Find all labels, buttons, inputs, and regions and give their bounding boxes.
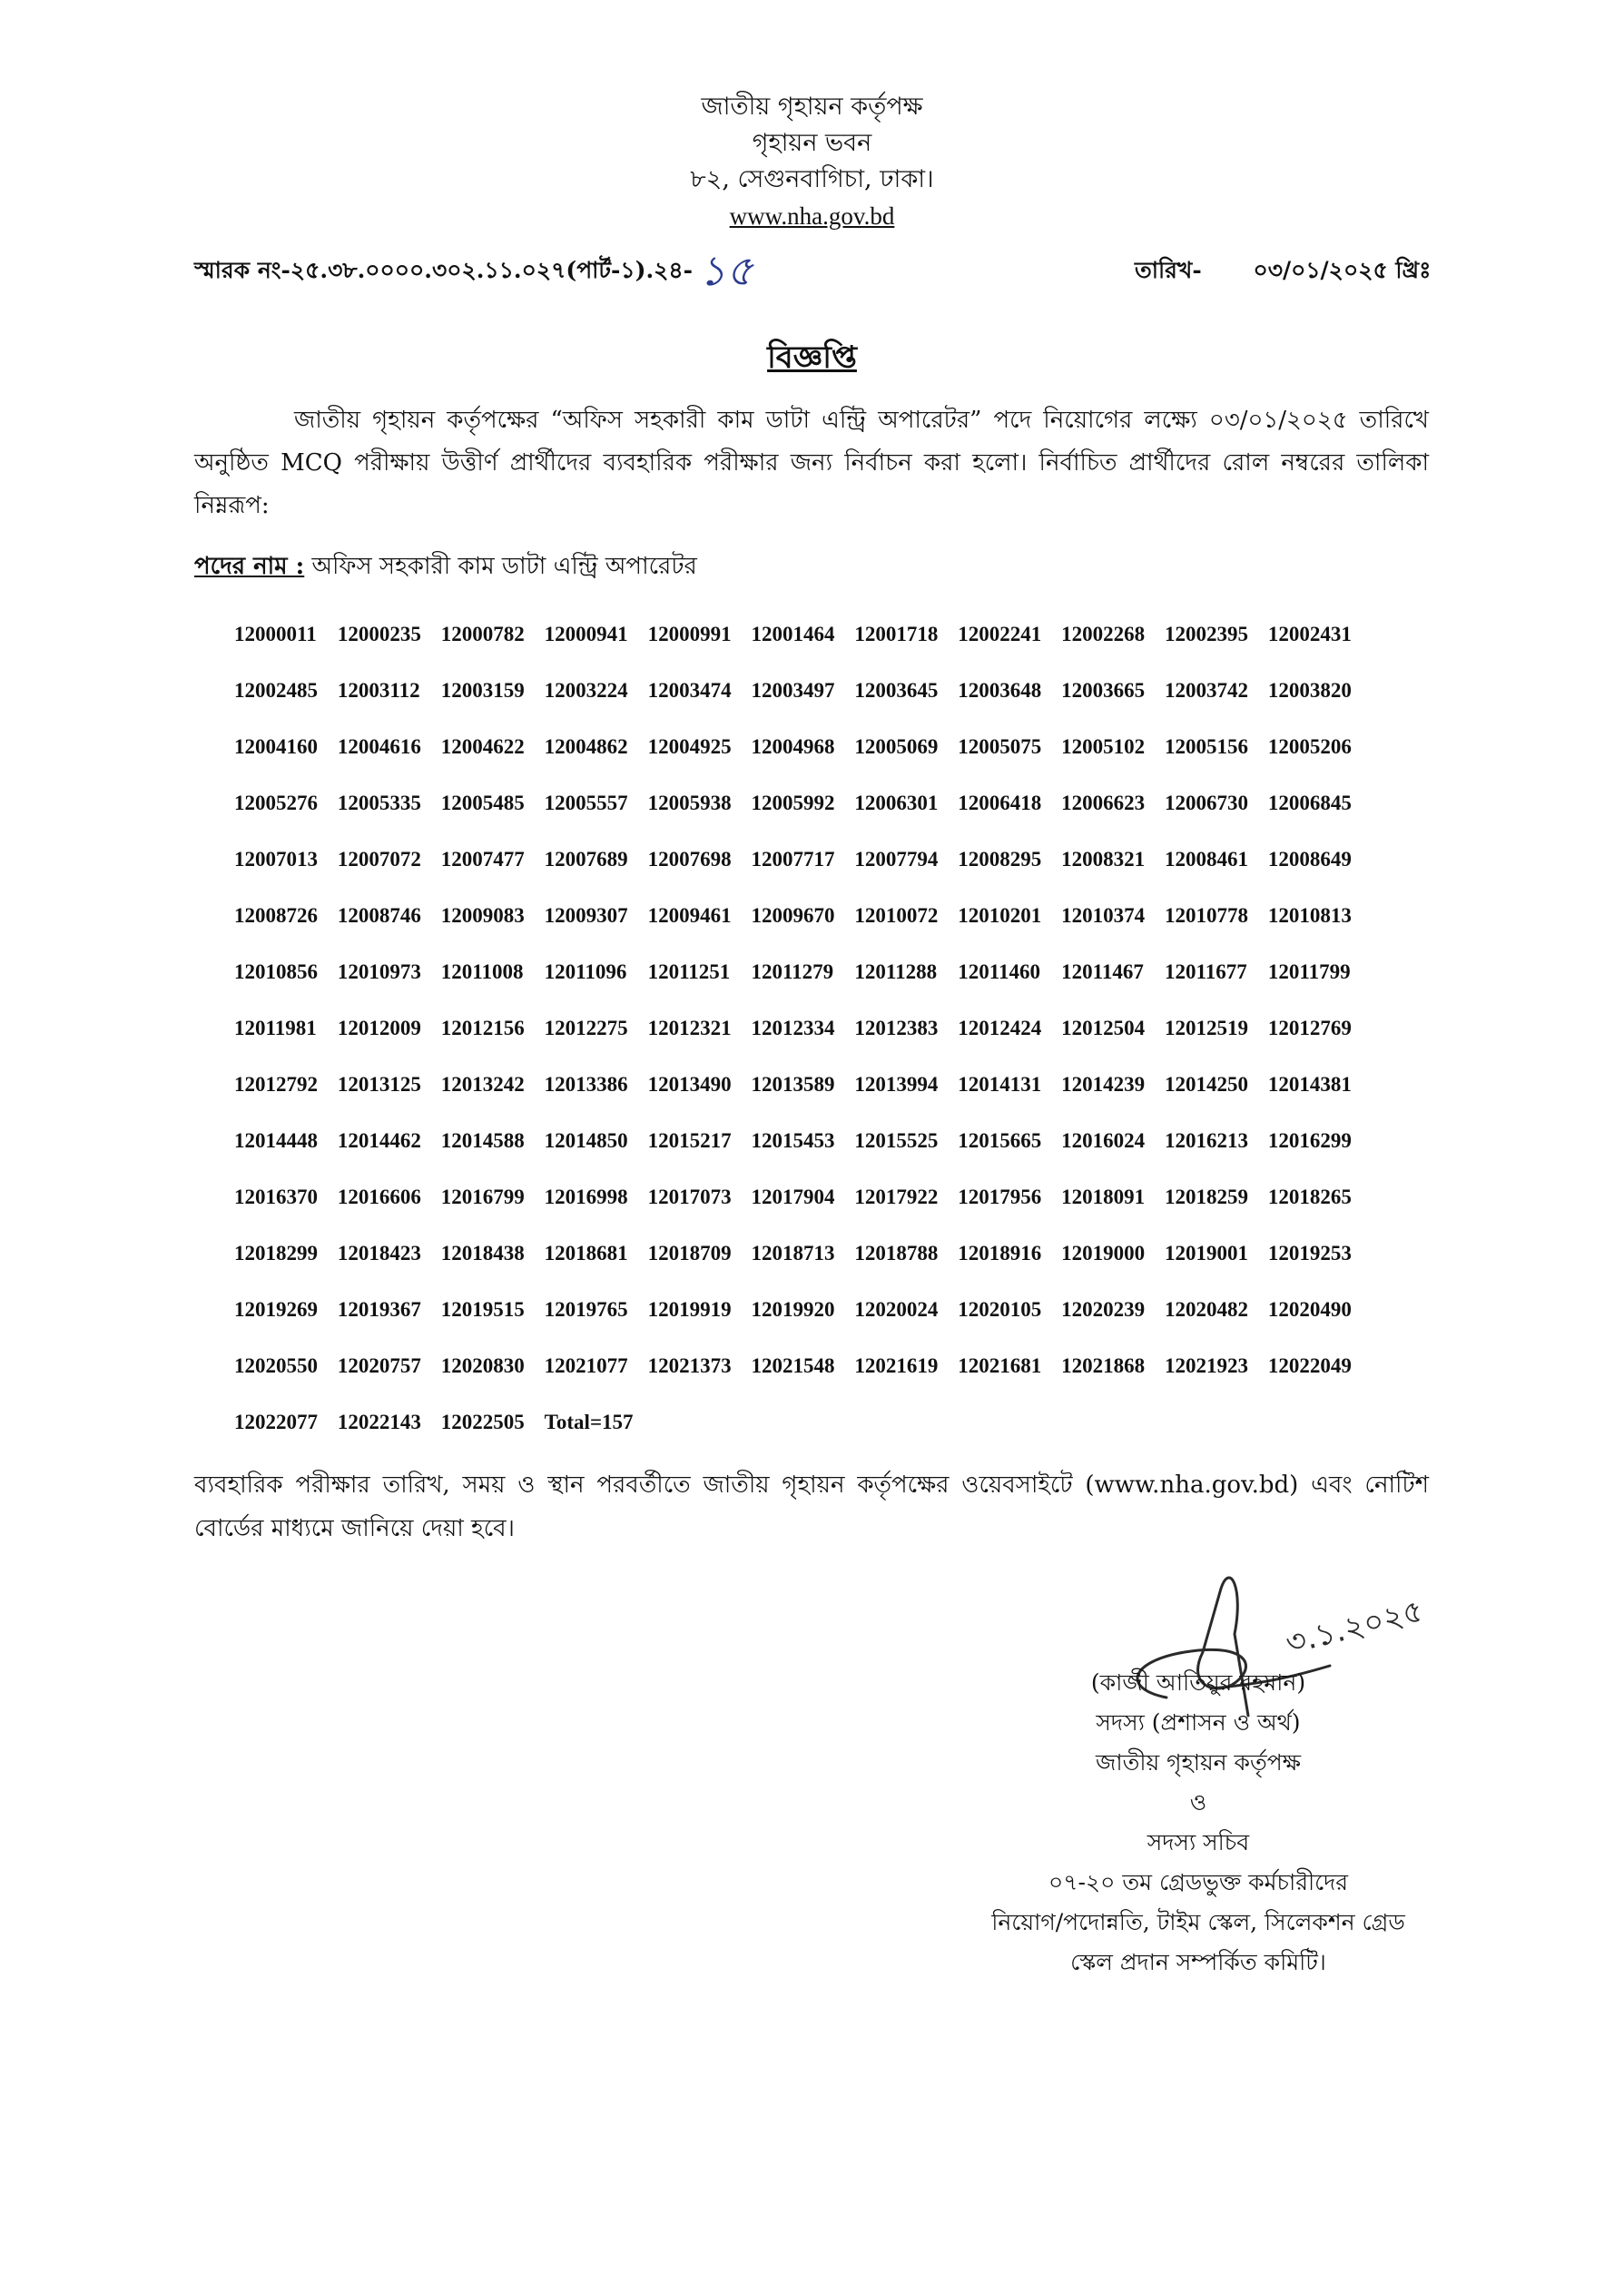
- roll-number: 12022077: [234, 1411, 318, 1433]
- roll-number: 12019765: [544, 1298, 628, 1321]
- roll-number: 12019000: [1061, 1242, 1146, 1265]
- roll-number: 12000991: [647, 623, 732, 645]
- roll-number: 12014250: [1165, 1073, 1249, 1096]
- roll-number: 12010072: [854, 904, 939, 927]
- roll-number: 12000941: [544, 623, 628, 645]
- roll-row: [234, 623, 1396, 679]
- roll-number: 12002431: [1267, 623, 1352, 645]
- roll-number: 12002485: [234, 679, 318, 702]
- roll-number: 12020239: [1061, 1298, 1146, 1321]
- roll-row: [234, 735, 1396, 792]
- roll-number: 12012275: [544, 1017, 628, 1039]
- roll-number: 12011096: [544, 960, 627, 983]
- footer-note: ব্যবহারিক পরীক্ষার তারিখ, সময় ও স্থান পরবর্তীতে জাতীয় গৃহায়ন কর্তৃপক্ষের ওয়েবসাইটে (www.nha.gov.bd) এবং নোটিশ বোর্ডের মাধ্যমে জানিয়ে দেয়া হবে।: [194, 1471, 1429, 1542]
- website-link[interactable]: www.nha.gov.bd: [729, 202, 895, 230]
- roll-number: 12005069: [854, 735, 939, 758]
- roll-row: [234, 848, 1396, 904]
- roll-row: [234, 1298, 1396, 1354]
- roll-number: 12014462: [337, 1129, 421, 1152]
- roll-number: 12000235: [337, 623, 421, 645]
- roll-number: 12007013: [234, 848, 318, 871]
- roll-number: 12018423: [337, 1242, 421, 1265]
- roll-number: 12020105: [958, 1298, 1042, 1321]
- roll-number: 12021077: [544, 1354, 628, 1377]
- roll-number: 12007689: [544, 848, 628, 871]
- roll-number: 12011288: [854, 960, 938, 983]
- roll-number: 12003742: [1165, 679, 1249, 702]
- post-label: পদের নাম :: [194, 553, 305, 580]
- roll-number: 12021373: [647, 1354, 732, 1377]
- roll-number: 12007072: [337, 848, 421, 871]
- roll-number: 12004160: [234, 735, 318, 758]
- roll-number: 12008321: [1061, 848, 1146, 871]
- roll-number: 12010813: [1267, 904, 1352, 927]
- roll-number: 12017956: [958, 1186, 1042, 1208]
- roll-number: 12003820: [1267, 679, 1352, 702]
- roll-number: 12018709: [647, 1242, 732, 1265]
- roll-number: 12009461: [647, 904, 732, 927]
- roll-number: 12010201: [958, 904, 1042, 927]
- roll-number: 12010856: [234, 960, 318, 983]
- roll-number: 12012009: [337, 1017, 421, 1039]
- roll-number: 12016606: [337, 1186, 421, 1208]
- building-name: গৃহায়ন ভবন: [752, 129, 872, 157]
- roll-number: 12020757: [337, 1354, 421, 1377]
- roll-number: 12010374: [1061, 904, 1146, 927]
- roll-number: 12012519: [1165, 1017, 1249, 1039]
- address: ৮২, সেগুনবাগিচা, ঢাকা।: [690, 165, 934, 193]
- roll-number: 12011467: [1061, 960, 1144, 983]
- roll-number: 12019920: [751, 1298, 835, 1321]
- roll-number: 12006418: [958, 792, 1042, 814]
- roll-number: 12020490: [1267, 1298, 1352, 1321]
- roll-number: 12009670: [751, 904, 835, 927]
- memo-date: [1135, 252, 1431, 291]
- roll-number: 12011251: [647, 960, 731, 983]
- roll-number: 12017922: [854, 1186, 939, 1208]
- roll-row: [234, 1073, 1396, 1129]
- roll-number: 12000011: [234, 623, 317, 645]
- roll-number: 12015217: [647, 1129, 732, 1152]
- roll-number: 12017073: [647, 1186, 732, 1208]
- roll-number: 12019001: [1165, 1242, 1249, 1265]
- roll-number: 12020550: [234, 1354, 318, 1377]
- roll-number: 12009307: [544, 904, 628, 927]
- signatory-line: স্কেল প্রদান সম্পর্কিত কমিটি।: [1070, 1949, 1326, 1975]
- roll-number: 12022143: [337, 1411, 421, 1433]
- roll-number: 12011008: [440, 960, 524, 983]
- roll-number: 12019367: [337, 1298, 421, 1321]
- signatory-line: সদস্য (প্রশাসন ও অর্থ): [1096, 1709, 1301, 1736]
- roll-number: 12005156: [1165, 735, 1249, 758]
- roll-number: 12004968: [751, 735, 835, 758]
- roll-number: 12003665: [1061, 679, 1146, 702]
- roll-row: [234, 960, 1396, 1017]
- roll-number: 12011279: [751, 960, 834, 983]
- roll-number: 12011677: [1165, 960, 1247, 983]
- roll-number: 12006730: [1165, 792, 1249, 814]
- roll-number: 12013242: [440, 1073, 525, 1096]
- roll-number: 12020024: [854, 1298, 939, 1321]
- roll-number: 12007717: [751, 848, 835, 871]
- roll-number: 12005102: [1061, 735, 1146, 758]
- roll-number: 12015525: [854, 1129, 939, 1152]
- roll-number: 12012504: [1061, 1017, 1146, 1039]
- roll-number: 12011460: [958, 960, 1040, 983]
- roll-number: 12004622: [440, 735, 525, 758]
- roll-number: 12016299: [1267, 1129, 1352, 1152]
- total-count: Total=157: [544, 1411, 634, 1433]
- roll-number: 12016998: [544, 1186, 628, 1208]
- date-label: তারিখ-: [1135, 257, 1202, 283]
- roll-number: 12003474: [647, 679, 732, 702]
- date-value: ০৩/০১/২০২৫ খ্রিঃ: [1253, 257, 1432, 283]
- roll-number: 12005335: [337, 792, 421, 814]
- roll-number: 12018259: [1165, 1186, 1249, 1208]
- roll-number: 12003112: [337, 679, 420, 702]
- roll-row: [234, 679, 1396, 735]
- roll-number: 12018438: [440, 1242, 525, 1265]
- roll-number: 12012334: [751, 1017, 835, 1039]
- roll-number: 12005485: [440, 792, 525, 814]
- signatory-line: নিয়োগ/পদোন্নতি, টাইম স্কেল, সিলেকশন গ্রেড: [991, 1909, 1405, 1935]
- roll-number: 12021548: [751, 1354, 835, 1377]
- roll-number: 12010778: [1165, 904, 1249, 927]
- roll-number: 12019253: [1267, 1242, 1352, 1265]
- roll-number: 12003645: [854, 679, 939, 702]
- roll-row: [234, 1242, 1396, 1298]
- roll-number: 12021619: [854, 1354, 939, 1377]
- memo-number: স্মারক নং-২৫.৩৮.০০০০.৩০২.১১.০২৭(পার্ট-১).২৪-: [194, 257, 694, 283]
- roll-number: 12005075: [958, 735, 1042, 758]
- roll-number: 12002241: [958, 623, 1042, 645]
- roll-number: 12010973: [337, 960, 421, 983]
- roll-number: 12016799: [440, 1186, 525, 1208]
- roll-number: 12018788: [854, 1242, 939, 1265]
- roll-number: 12007794: [854, 848, 939, 871]
- roll-number: 12006301: [854, 792, 939, 814]
- roll-number: 12018299: [234, 1242, 318, 1265]
- roll-number: 12000782: [440, 623, 525, 645]
- roll-number: 12007477: [440, 848, 525, 871]
- roll-number: 12014448: [234, 1129, 318, 1152]
- roll-number: 12014131: [958, 1073, 1042, 1096]
- roll-number: 12011799: [1267, 960, 1351, 983]
- roll-number: 12008649: [1267, 848, 1352, 871]
- roll-row: [234, 1017, 1396, 1073]
- roll-number: 12005557: [544, 792, 628, 814]
- roll-number: 12003497: [751, 679, 835, 702]
- roll-number: 12018916: [958, 1242, 1042, 1265]
- roll-number: 12013994: [854, 1073, 939, 1096]
- roll-number: 12018713: [751, 1242, 835, 1265]
- roll-number: 12016370: [234, 1186, 318, 1208]
- handwritten-memo-number: ১৫: [699, 246, 753, 295]
- roll-number: 12014239: [1061, 1073, 1146, 1096]
- roll-number: 12018265: [1267, 1186, 1352, 1208]
- roll-number: 12005206: [1267, 735, 1352, 758]
- roll-number: 12013589: [751, 1073, 835, 1096]
- roll-number: 12007698: [647, 848, 732, 871]
- roll-number: 12012769: [1267, 1017, 1352, 1039]
- roll-number: 12021681: [958, 1354, 1042, 1377]
- roll-number: 12012383: [854, 1017, 939, 1039]
- roll-number: 12012321: [647, 1017, 732, 1039]
- roll-number: 12016213: [1165, 1129, 1249, 1152]
- roll-number: 12003648: [958, 679, 1042, 702]
- roll-number: 12005938: [647, 792, 732, 814]
- roll-number: 12016024: [1061, 1129, 1146, 1152]
- roll-row: [234, 904, 1396, 960]
- notice-body: জাতীয় গৃহায়ন কর্তৃপক্ষের “অফিস সহকারী কাম ডাটা এন্ট্রি অপারেটর” পদে নিয়োগের লক্ষ্যে ০৩/০১/২০২৫ তারিখে অনুষ্ঠিত MCQ পরীক্ষায় উত্তীর্ণ প্রার্থীদের ব্যবহারিক পরীক্ষার জন্য নির্বাচন করা হলো। নির্বাচিত প্রার্থীদের রোল নম্বরের তালিকা নিম্নরূপ:: [194, 407, 1429, 519]
- roll-number: 12008461: [1165, 848, 1249, 871]
- roll-number: 12008726: [234, 904, 318, 927]
- roll-number: 12018091: [1061, 1186, 1146, 1208]
- roll-number: 12002268: [1061, 623, 1146, 645]
- roll-number: 12012792: [234, 1073, 318, 1096]
- roll-number: 12013490: [647, 1073, 732, 1096]
- roll-number: 12018681: [544, 1242, 628, 1265]
- roll-number: 12020482: [1165, 1298, 1249, 1321]
- roll-number: 12022049: [1267, 1354, 1352, 1377]
- roll-row: [234, 1186, 1396, 1242]
- roll-number: 12008746: [337, 904, 421, 927]
- roll-number: 12013125: [337, 1073, 421, 1096]
- roll-number: 12008295: [958, 848, 1042, 871]
- roll-number: 12003159: [440, 679, 525, 702]
- roll-number: 12019515: [440, 1298, 525, 1321]
- roll-number: 12015453: [751, 1129, 835, 1152]
- roll-number: 12013386: [544, 1073, 628, 1096]
- roll-number: 12006623: [1061, 792, 1146, 814]
- roll-number: 12014588: [440, 1129, 525, 1152]
- roll-number: 12022505: [440, 1411, 525, 1433]
- post-name: [194, 547, 697, 587]
- roll-row: [234, 1411, 1396, 1467]
- roll-number: 12006845: [1267, 792, 1352, 814]
- roll-number: 12019269: [234, 1298, 318, 1321]
- signatory-line: (কাজী আতিয়ুর রহমান): [1090, 1669, 1306, 1696]
- roll-number: 12012156: [440, 1017, 525, 1039]
- roll-number: 12005276: [234, 792, 318, 814]
- roll-row: [234, 792, 1396, 848]
- roll-number: 12003224: [544, 679, 628, 702]
- signatory-block: [944, 1663, 1452, 1983]
- roll-number: 12014850: [544, 1129, 628, 1152]
- org-name: জাতীয় গৃহায়ন কর্তৃপক্ষ: [701, 93, 923, 121]
- roll-number: 12014381: [1267, 1073, 1352, 1096]
- roll-number: 12019919: [647, 1298, 732, 1321]
- roll-number-list: [234, 623, 1396, 1467]
- roll-number: 12001718: [854, 623, 939, 645]
- signatory-line: সদস্য সচিব: [1147, 1829, 1250, 1855]
- roll-number: 12002395: [1165, 623, 1249, 645]
- signature-date: ৩.১.২০২৫: [1282, 1592, 1427, 1662]
- roll-number: 12004616: [337, 735, 421, 758]
- roll-number: 12020830: [440, 1354, 525, 1377]
- roll-row: [234, 1129, 1396, 1186]
- letterhead: [0, 89, 1624, 234]
- roll-number: 12009083: [440, 904, 525, 927]
- roll-number: 12017904: [751, 1186, 835, 1208]
- roll-number: 12004925: [647, 735, 732, 758]
- roll-number: 12021868: [1061, 1354, 1146, 1377]
- roll-number: 12015665: [958, 1129, 1042, 1152]
- post-value: অফিস সহকারী কাম ডাটা এন্ট্রি অপারেটর: [311, 553, 697, 580]
- signatory-line: ০৭-২০ তম গ্রেডভুক্ত কর্মচারীদের: [1048, 1869, 1349, 1895]
- roll-number: 12001464: [751, 623, 835, 645]
- roll-number: 12005992: [751, 792, 835, 814]
- notice-title: বিজ্ঞপ্তি: [767, 340, 857, 376]
- signatory-line: ও: [1189, 1789, 1207, 1816]
- roll-number: 12011981: [234, 1017, 317, 1039]
- roll-number: 12004862: [544, 735, 628, 758]
- signatory-line: জাতীয় গৃহায়ন কর্তৃপক্ষ: [1095, 1749, 1302, 1776]
- roll-row: [234, 1354, 1396, 1411]
- roll-number: 12012424: [958, 1017, 1042, 1039]
- roll-number: 12021923: [1165, 1354, 1249, 1377]
